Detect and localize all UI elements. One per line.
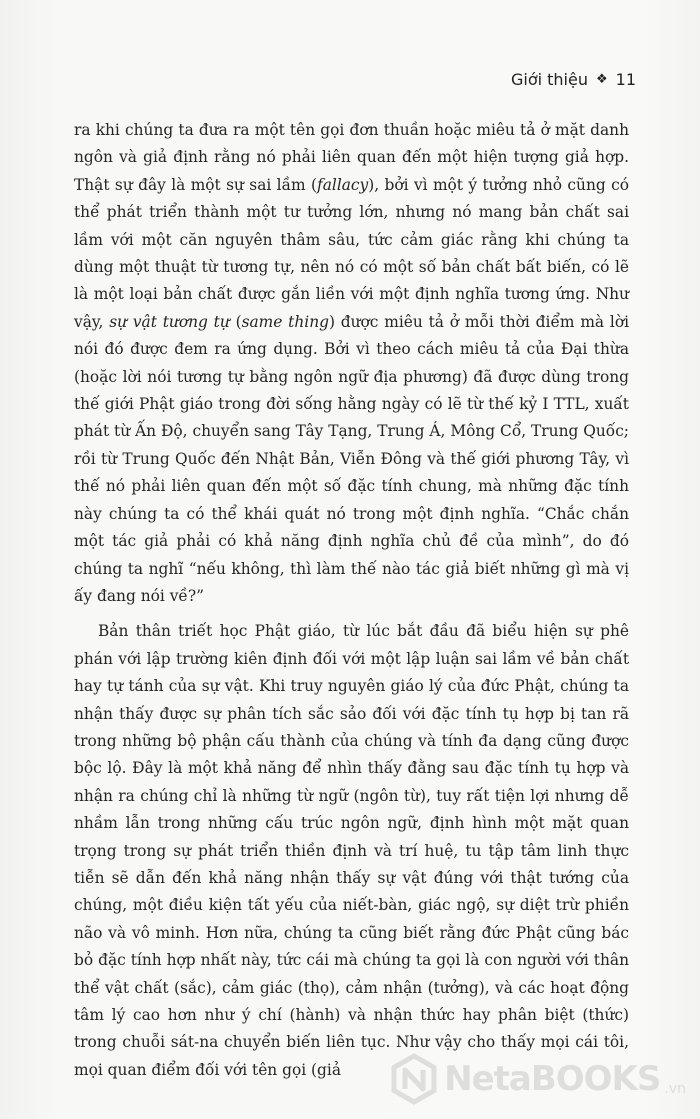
paragraph-1-text-b: ), bởi vì một ý tưởng nhỏ cũng có thể phát triển thành một tư tưởng lớn, nhưng nó mang bản chất sai lầm với một căn nguyên thâm sâu, tức cảm giác rằng khi chúng ta dùng một thuật từ tương tự, nên nó có một số bản chất bất biến, có lẽ là một loại bản chất được gắn liền với một định nghĩa tương ứng. Như vậy, <box>74 175 629 331</box>
italic-term-same-thing: same thing <box>241 312 329 331</box>
paragraph-1-text-d: ) được miêu tả ở mỗi thời điểm mà lời nói đó được đem ra ứng dụng. Bởi vì theo cách miêu tả của Đại thừa (hoặc lời nói tương tự bằng ngôn ngữ địa phương) đã được dùng trong thế giới Phật giáo trong đời sống hằng ngày có lẽ từ thế kỷ I TTL, xuất phát từ Ấn Độ, chuyển sang Tây Tạng, Trung Á, Mông Cổ, Trung Quốc; rồi từ Trung Quốc đến Nhật Bản, Viễn Đông và thế giới phương Tây, vì thế nó phải liên quan đến một số đặc tính chung, mà những đặc tính này chúng ta có thể khái quát nó trong một định nghĩa. “Chắc chắn một tác giả phải có khả năng định nghĩa chủ đề của mình”, do đó chúng ta nghĩ “nếu không, thì làm thế nào tác giả biết những gì mà vị ấy đang nói về?” <box>74 312 630 605</box>
watermark-brand: NetaBOOKS <box>444 1059 661 1099</box>
paragraph-1-text-a: ra khi chúng ta đưa ra một tên gọi đơn thuần hoặc miêu tả ở mặt danh ngôn và giả định rằng nó phải liên quan đến một hiện tượng giả hợp. Thật sự đây là một sự sai lầm ( <box>74 121 629 194</box>
italic-term-fallacy: fallacy <box>317 175 369 194</box>
hexagon-logo-icon <box>388 1053 440 1105</box>
page-number: 11 <box>615 70 636 89</box>
watermark-suffix: .vn <box>664 1081 686 1097</box>
paragraph-1-text-c: ( <box>229 312 242 331</box>
diamond-ornament-icon: ❖ <box>595 72 608 87</box>
italic-term-su-vat-tuong-tu: sự vật tương tự <box>109 312 230 331</box>
watermark-logo <box>388 1053 686 1105</box>
chapter-title: Giới thiệu <box>510 70 588 89</box>
body-text <box>74 117 629 1084</box>
paragraph-2: Bản thân triết học Phật giáo, từ lúc bắt đầu đã biểu hiện sự phê phán với lập trường kiên định đối với một lập luận sai lầm về bản chất hay tự tánh của sự vật. Khi truy nguyên giáo lý của đức Phật, chúng ta nhận thấy được sự phân tích sắc sảo đối với đặc tính tụ hợp bị tan rã trong những bộ phận cấu thành của chúng và tính đa dạng cũng được bộc lộ. Đây là một khả năng để nhìn thấy đằng sau đặc tính tụ hợp và nhận ra chúng chỉ là những từ ngữ (ngôn từ), tuy rất tiện lợi nhưng dễ nhầm lẫn trong những cấu trúc ngôn ngữ, định hình một mặt quan trọng trong sự phát triển thiền định và trí huệ, tu tập tâm linh thực tiễn sẽ dẫn đến khả năng nhận thấy sự vật đúng với thật tướng của chúng, một điều kiện tất yếu của niết-bàn, giác ngộ, sự diệt trừ phiền não và vô minh. Hơn nữa, chúng ta cũng biết rằng đức Phật cũng bác bỏ đặc tính hợp nhất này, tức cái mà chúng ta gọi là con người với thân thể vật chất (sắc), cảm giác (thọ), cảm nhận (tưởng), và các hoạt động tâm lý cao hơn như ý chí (hành) và nhận thức hay phân biệt (thức) trong chuỗi sát-na chuyển biến liên tục. Như vậy cho thấy mọi cái tôi, mọi quan điểm đối với tên gọi (giả <box>74 622 629 1079</box>
running-header <box>511 70 636 89</box>
paragraph-1 <box>74 117 629 610</box>
